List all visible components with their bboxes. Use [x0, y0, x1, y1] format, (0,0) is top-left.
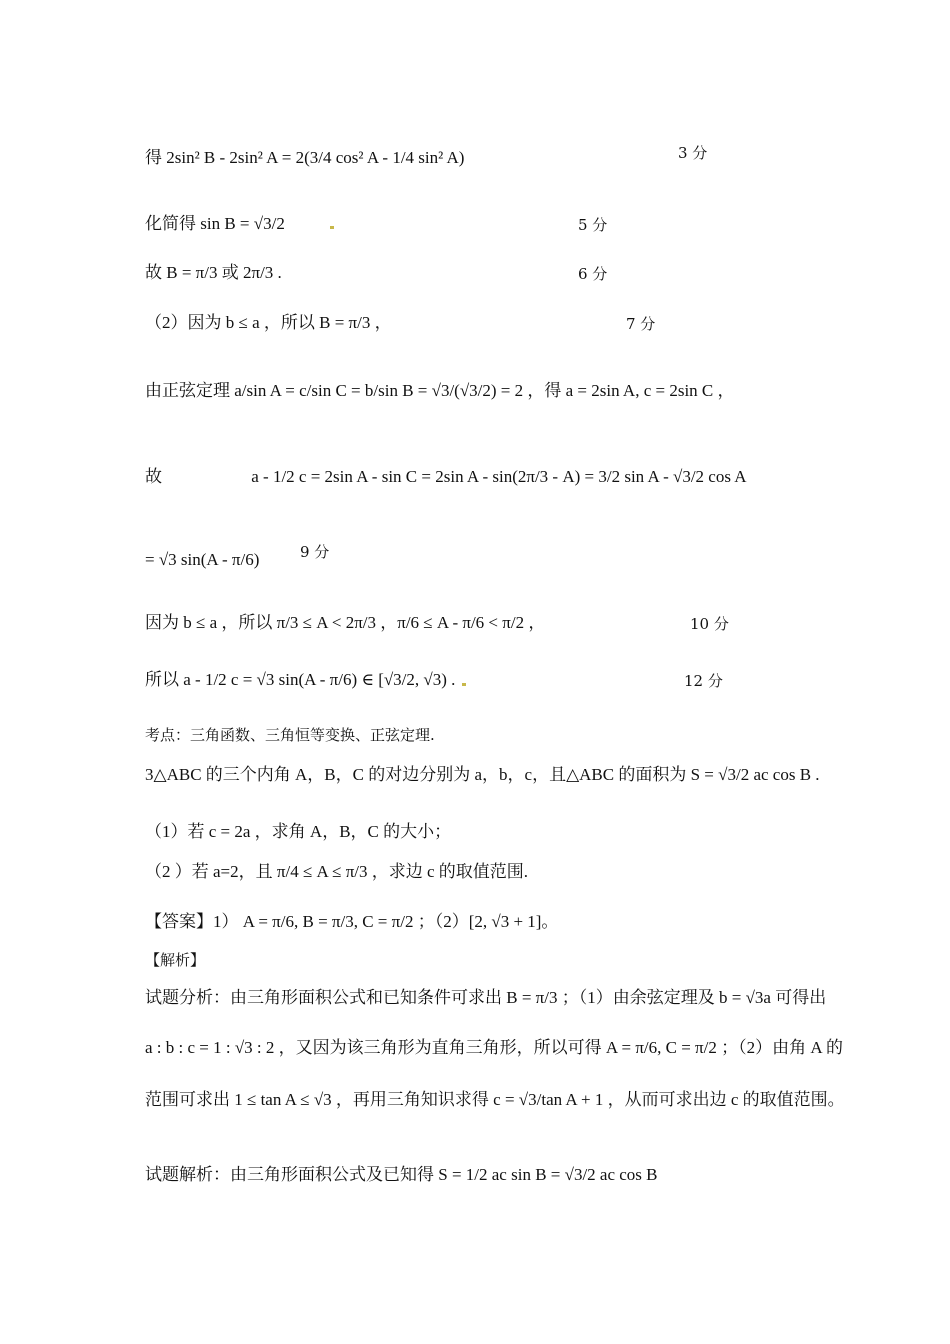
score-label: 7 分 — [626, 315, 656, 333]
solution-line-3: 故 B = π/3 或 2π/3 . — [145, 263, 282, 282]
solution-line-9: 所以 a - 1/2 c = √3 sin(A - π/6) ∈ [√3/2, √3) . — [145, 670, 456, 689]
score-label: 5 分 — [578, 216, 608, 234]
stray-mark — [330, 226, 334, 229]
solution-line-5: 由正弦定理 a/sin A = c/sin C = b/sin B = √3/(√3/2) = 2 ，得 a = 2sin A, c = 2sin C ， — [145, 381, 735, 400]
analysis-line-3: 范围可求出 1 ≤ tan A ≤ √3 ，再用三角知识求得 c = √3/tan A + 1 ，从而可求出边 c 的取值范围。 — [145, 1090, 845, 1109]
solution-line-4: （2）因为 b ≤ a ，所以 B = π/3 ， — [145, 313, 392, 332]
solution-line-1: 得 2sin² B - 2sin² A = 2(3/4 cos² A - 1/4 sin² A) — [145, 148, 465, 167]
solution-line-2: 化简得 sin B = √3/2 — [145, 214, 285, 233]
topic-line: 考点：三角函数、三角恒等变换、正弦定理. — [145, 726, 435, 744]
score-label: 6 分 — [578, 265, 608, 283]
problem-statement: 3△ABC 的三个内角 A，B，C 的对边分别为 a，b，c，且△ABC 的面积为 S = √3/2 ac cos B . — [145, 765, 820, 784]
solution-detail-line: 试题解析：由三角形面积公式及已知得 S = 1/2 ac sin B = √3/2 ac cos B — [145, 1165, 658, 1184]
score-label: 3 分 — [678, 144, 708, 162]
score-label: 10 分 — [690, 615, 729, 633]
problem-part-1: （1）若 c = 2a ，求角 A，B，C 的大小； — [145, 822, 452, 841]
score-label: 9 分 — [300, 543, 330, 561]
answer-line: 【答案】1） A = π/6, B = π/3, C = π/2 ；（2）[2, √3 + 1]。 — [145, 912, 559, 931]
stray-mark — [462, 683, 466, 686]
solution-line-8: 因为 b ≤ a ，所以 π/3 ≤ A < 2π/3 ，π/6 ≤ A - π/6 < π/2 ， — [145, 613, 546, 632]
analysis-heading: 【解析】 — [145, 951, 206, 969]
solution-line-7: = √3 sin(A - π/6) — [145, 550, 260, 569]
problem-part-2: （2 ）若 a=2，且 π/4 ≤ A ≤ π/3 ，求边 c 的取值范围. — [145, 862, 529, 881]
analysis-line-2: a : b : c = 1 : √3 : 2 ，又因为该三角形为直角三角形，所以可得 A = π/6, C = π/2 ；（2）由角 A 的 — [145, 1038, 843, 1057]
score-label: 12 分 — [684, 672, 723, 690]
analysis-line-1: 试题分析：由三角形面积公式和已知条件可求出 B = π/3 ；（1）由余弦定理及 b = √3a 可得出 — [145, 988, 827, 1007]
solution-line-6: 故 a - 1/2 c = 2sin A - sin C = 2sin A - sin(2π/3 - A) = 3/2 sin A - √3/2 cos A — [145, 467, 747, 486]
